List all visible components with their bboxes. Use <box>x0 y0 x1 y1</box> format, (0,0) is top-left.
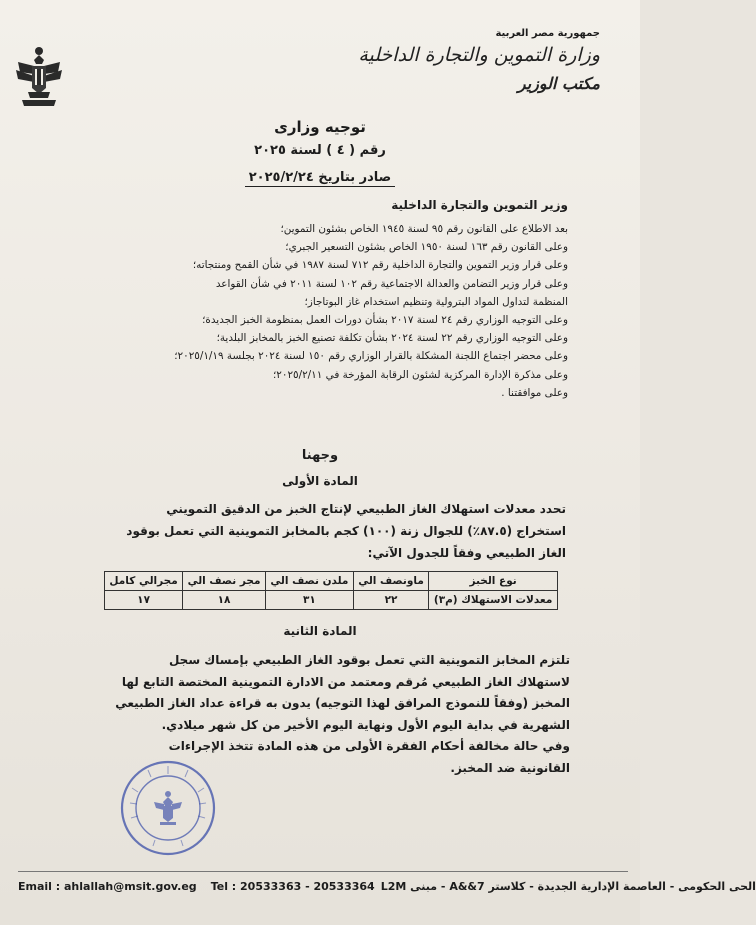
preamble-line: وعلى التوجيه الوزاري رقم ٢٢ لسنة ٢٠٢٤ بشأن تكلفة تصنيع الخبز بالمخابز البلدية؛ <box>216 332 568 345</box>
footer-divider <box>18 871 628 872</box>
article2-line: المخبز (وفقاً للنموذج المرافق لهذا التوجيه) يدون به قراءة عداد الغاز الطبيعي <box>115 696 570 710</box>
article2-line: القانونية ضد المخبز. <box>450 760 570 775</box>
document-date-text: صادر بتاريخ ٢٠٢٥/٢/٢٤ <box>245 170 396 187</box>
table-header-cell: مجرالي كامل <box>105 572 183 591</box>
table-cell: ١٨ <box>183 591 266 610</box>
document-number: رقم ( ٤ ) لسنة ٢٠٢٥ <box>254 143 386 158</box>
article1-line: استخراج (٨٧.٥٪) للجوال زنة (١٠٠) كجم بالمخابز التموينية التي تعمل بوقود <box>126 524 566 538</box>
issuer-title: وزير التموين والتجارة الداخلية <box>391 198 568 212</box>
table-header-cell: مجر نصف الي <box>183 572 266 591</box>
preamble-line: وعلى قرار وزير التموين والتجارة الداخلية رقم ٧١٢ لسنة ١٩٨٧ في شأن القمح ومنتجاته؛ <box>192 259 568 272</box>
table-header-row <box>105 572 558 591</box>
table-cell: ١٧ <box>105 591 183 610</box>
official-stamp-icon <box>118 758 218 858</box>
header-country: جمهورية مصر العربية <box>495 28 600 39</box>
article2-line: لاستهلاك الغاز الطبيعي مُرقم ومعتمد من الادارة التموينية المختصة التابع لها <box>121 674 570 689</box>
article2-line: تلتزم المخابز التموينية التي تعمل بوقود الغاز الطبيعي بإمساك سجل <box>168 653 570 667</box>
footer-phone: Tel : 20533363 - 20533364 <box>210 880 375 893</box>
preamble <box>58 220 568 402</box>
header-office: مكتب الوزير <box>517 74 600 93</box>
header-ministry: وزارة التموين والتجارة الداخلية <box>358 44 600 66</box>
table-header-cell: نوع الخبز <box>429 572 558 591</box>
table-cell: ٢٢ <box>353 591 428 610</box>
article1-body <box>92 498 566 564</box>
preamble-line: وعلى التوجيه الوزاري رقم ٢٤ لسنة ٢٠١٧ بشأن دورات العمل بمنظومة الخبز الجديدة؛ <box>202 314 568 327</box>
consumption-rates-table <box>104 571 558 610</box>
directive-word: وجهنا <box>301 448 339 463</box>
preamble-line: وعلى القانون رقم ١٦٣ لسنة ١٩٥٠ الخاص بشئون التسعير الجبري؛ <box>285 241 568 254</box>
article1-heading: المادة الأولى <box>282 474 358 488</box>
table-cell: معدلات الاستهلاك (م٣) <box>429 591 558 610</box>
document-date <box>0 170 640 185</box>
footer-email: Email : ahlallah@msit.gov.eg <box>18 880 197 893</box>
preamble-line: وعلى قرار وزير التضامن والعدالة الاجتماعية رقم ١٠٢ لسنة ٢٠١١ في شأن القواعد <box>215 277 568 290</box>
article1-line: الغاز الطبيعي وفقاً للجدول الآتي: <box>367 546 566 560</box>
article2-line: الشهرية في بداية اليوم الأول ونهاية اليوم الأخير من كل شهر ميلادي. <box>161 717 570 732</box>
article1-line: تحدد معدلات استهلاك الغاز الطبيعي لإنتاج الخبز من الدقيق التمويني <box>166 502 566 516</box>
table-row <box>105 591 558 610</box>
article2-heading: المادة الثانية <box>283 624 357 638</box>
preamble-line: المنظمة لتداول المواد البترولية وتنظيم استخدام غاز البوتاجاز؛ <box>304 295 568 308</box>
preamble-line: وعلى محضر اجتماع اللجنة المشكلة بالقرار الوزاري رقم ١٥٠ لسنة ٢٠٢٤ بجلسة ٢٠٢٥/١/١٩؛ <box>174 350 568 363</box>
preamble-line: وعلى مذكرة الإدارة المركزية لشئون الرقابة المؤرخة في ٢٠٢٥/٢/١١؛ <box>272 368 568 381</box>
document-title: توجيه وزارى <box>274 118 366 136</box>
eagle-emblem-icon <box>14 44 64 110</box>
preamble-line: وعلى موافقتنا . <box>501 386 568 399</box>
preamble-line: بعد الاطلاع على القانون رقم ٩٥ لسنة ١٩٤٥ الخاص بشئون التموين؛ <box>280 223 568 235</box>
table-cell: ٣١ <box>265 591 353 610</box>
article2-line: وفي حالة مخالفة أحكام الفقرة الأولى من هذه المادة تتخذ الإجراءات <box>168 739 570 753</box>
footer <box>18 880 756 893</box>
table-header-cell: ملدن نصف الي <box>265 572 353 591</box>
table-header-cell: ماونصف الي <box>353 572 428 591</box>
footer-address: الحى الحكومى - العاصمة الإدارية الجديدة - كلاستر A&&7 - مبنى L2M <box>380 880 756 893</box>
